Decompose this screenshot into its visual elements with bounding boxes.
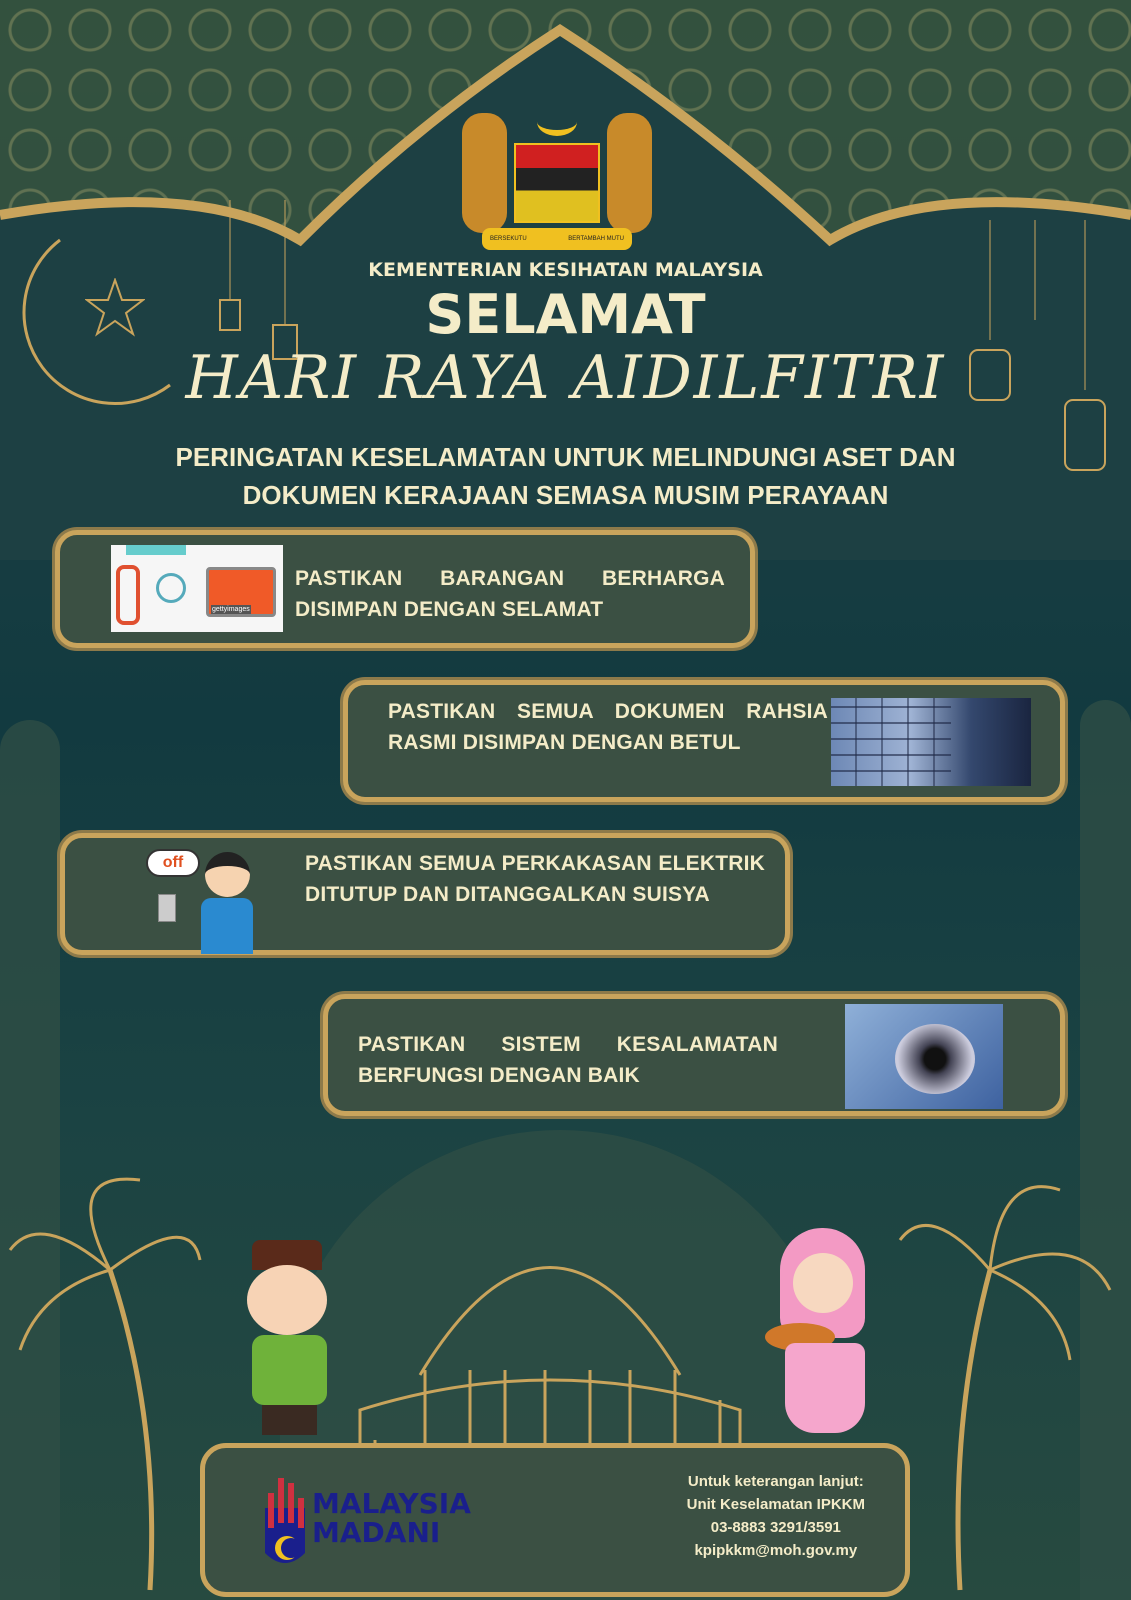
cctv-camera-photo (845, 1004, 1003, 1109)
logo-text: MALAYSIA (312, 1487, 471, 1520)
girl-character-illustration (765, 1228, 880, 1438)
subtitle-line: PERINGATAN KESELAMATAN UNTUK MELINDUNGI ASET DAN (175, 442, 956, 472)
tip-panel-valuables (55, 530, 755, 648)
contact-unit: Unit Keselamatan IPKKM (686, 1496, 865, 1513)
tiger-left (462, 113, 507, 233)
contact-heading: Untuk keterangan lanjut: (687, 1473, 864, 1490)
crescent-icon (537, 108, 577, 136)
subtitle-line: DOKUMEN KERAJAAN SEMASA MUSIM PERAYAAN (242, 480, 889, 510)
off-speech-bubble: off (146, 849, 200, 877)
title-hari-raya: HARI RAYA AIDILFITRI (185, 343, 946, 413)
tip-panel-documents (343, 680, 1065, 802)
contact-phone: 03-8883 3291/3591 (710, 1519, 841, 1536)
watermark: gettyimages (212, 606, 250, 613)
tip-text: PASTIKAN SEMUA PERKAKASAN ELEKTRIK DITUTUP DAN DITANGGALKAN SUISYA (305, 852, 765, 906)
contact-email[interactable]: kpipkkm@moh.gov.my (694, 1542, 858, 1559)
boy-character-illustration (232, 1240, 352, 1440)
tip-text: PASTIKAN SEMUA DOKUMEN RAHSIA RASMI DISIMPAN DENGAN BETUL (388, 700, 828, 754)
tip-text: PASTIKAN BARANGAN BERHARGA DISIMPAN DENGAN SELAMAT (295, 567, 725, 621)
footer-contact-panel (200, 1443, 910, 1597)
coat-of-arms-emblem (462, 108, 652, 253)
ministry-name: KEMENTERIAN KESIHATAN MALAYSIA (368, 259, 763, 281)
subtitle (0, 438, 1131, 514)
emblem-motto: BERTAMBAH MUTU (568, 236, 624, 242)
tip-text: PASTIKAN SISTEM KESALAMATAN BERFUNGSI DENGAN BAIK (358, 1033, 778, 1087)
contact-info (687, 1470, 865, 1562)
tip-panel-security (323, 994, 1065, 1116)
title-selamat: SELAMAT (425, 283, 706, 346)
shield (514, 143, 600, 223)
madani-emblem-icon (260, 1473, 310, 1573)
logo-text: MADANI (312, 1516, 441, 1549)
switch-off-illustration (143, 844, 268, 954)
tiger-right (607, 113, 652, 233)
malaysia-madani-logo (260, 1473, 470, 1573)
emblem-motto: BERSEKUTU (490, 236, 527, 242)
valuables-illustration (111, 545, 283, 632)
tip-panel-electrical (60, 833, 790, 955)
filing-cabinets-photo (831, 698, 1031, 786)
